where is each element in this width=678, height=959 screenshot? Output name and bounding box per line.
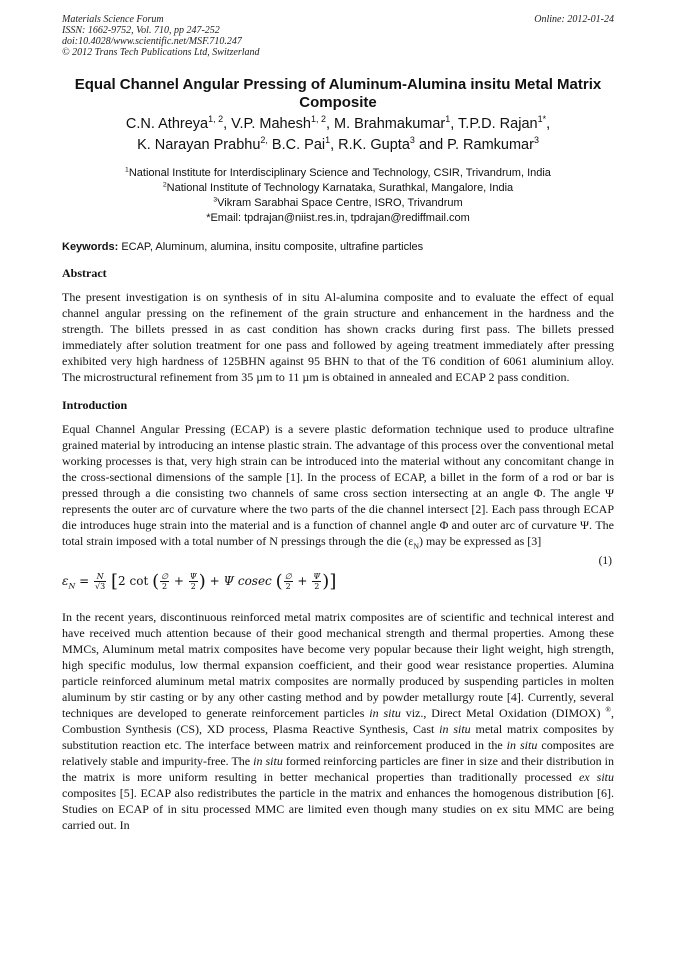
keywords-text: ECAP, Aluminum, alumina, insitu composite, ultrafine particles: [121, 241, 424, 253]
paper-title: Equal Channel Angular Pressing of Aluminum-Alumina insitu Metal Matrix Composite: [74, 76, 602, 111]
author-name: V.P. Mahesh: [231, 116, 311, 132]
author-line-2: K. Narayan Prabhu$^{2,}$ B.C. Pai$^1$, R.K. Gupta$^3$ and P. Ramkumar$^3$: [137, 135, 539, 153]
affiliation-mark: 2: [162, 181, 167, 189]
intro-text: formed reinforcing particles are finer in size and their distribution in the matrix is more uniform resulting in better mechanical properties than traditionally processed: [62, 754, 614, 784]
italic-term: in situ: [439, 722, 471, 736]
affiliation-text: Vikram Sarabhai Space Centre, ISRO, Trivandrum: [217, 197, 463, 209]
intro-text: composites are relatively stable and impurity-free. The: [62, 738, 615, 768]
author-affil-mark: 1*: [537, 114, 547, 125]
author-name: M. Brahmakumar: [334, 116, 446, 132]
affiliations: [62, 166, 614, 226]
author-name: P. Ramkumar: [447, 137, 534, 153]
journal-doi: doi:10.4028/www.scientific.net/MSF.710.247: [62, 36, 242, 47]
registered-mark: ®: [605, 705, 611, 714]
equation-formula: $\varepsilon_N$ = $\frac{N}{√3}$ [2 cot ( $\frac{\emptyset}{2}$ + $\frac{\Psi}{2}$ ) + Ψ cosec ( $\frac{\emptyset}{2}$ + $\frac{\Psi}{2}$ )]: [62, 571, 337, 592]
author-affil-mark: 1: [325, 135, 331, 146]
intro-text: metal matrix composites by substitution reaction etc. The interface between matrix and reinforcement produced in the: [62, 722, 614, 752]
affiliation-2: [62, 181, 614, 196]
intro-paragraph-2: [62, 609, 614, 833]
online-date: Online: 2012-01-24: [534, 14, 614, 25]
author-affil-mark: 1, 2: [310, 114, 326, 125]
author-affil-mark: 3: [409, 135, 415, 146]
journal-header: [62, 14, 614, 58]
author-conjunction: and: [418, 137, 444, 153]
intro-paragraph-1: [62, 421, 614, 549]
journal-issn: ISSN: 1662-9752, Vol. 710, pp 247-252: [62, 25, 220, 36]
equation-number: (1): [598, 555, 612, 567]
intro-text: viz., Direct Metal Oxidation (DIMOX): [400, 706, 606, 720]
italic-term: in situ: [506, 738, 538, 752]
equation-1: [62, 553, 614, 601]
italic-term: ex situ: [578, 770, 614, 784]
affiliation-3: [62, 196, 614, 211]
intro-text: Equal Channel Angular Pressing (ECAP) is a severe plastic deformation technique used to produce ultrafine grained material by introducing an intense plastic strain. The advantage of this process over the conventional metal working processes is that, very high strain can be introduced into the material without any concomitant change in the cross-sectional dimensions of the sample [1]. In the process of ECAP, a billet in the form of a rod or bar is pressed through a die consisting two channels of same cross section intersecting at an angle Φ. The angle Ψ represents the outer arc of curvature where the two parts of the die channel intersect [2]. Each pass through ECAP die introduces huge strain into the material and is a function of channel angle Φ and outer arc of curvature Ψ. The total strain imposed with a total number of N pressings through the die (ε: [62, 422, 614, 548]
introduction-heading: Introduction: [62, 398, 128, 412]
author-name: K. Narayan Prabhu: [137, 137, 261, 153]
strain-subscript: N: [413, 541, 419, 551]
paper-page: [62, 14, 614, 833]
author-list: [62, 114, 614, 156]
italic-term: in situ: [253, 754, 283, 768]
affiliation-text: National Institute for Interdisciplinary Science and Technology, CSIR, Trivandrum, India: [128, 167, 551, 179]
journal-name: Materials Science Forum: [62, 14, 164, 25]
keywords-label: Keywords:: [62, 241, 119, 253]
author-affil-mark: 1: [445, 114, 451, 125]
affiliation-mark: 3: [213, 196, 218, 204]
author-name: T.P.D. Rajan: [458, 116, 538, 132]
author-affil-mark: 3: [533, 135, 539, 146]
abstract-text: The present investigation is on synthesis of in situ Al-alumina composite and to evaluate the effect of equal channel angular pressing on the refinement of the grain structure and enhancement in the hardness and the strength. The billets pressed in as cast condition has shown cracks during first pass. The billets pressed immediately after solution treatment for one pass and followed by ageing treatment immediately after pressing exhibited very high hardness of 125BHN against 95 BHN to that of the T6 condition of 6061 aluminium alloy. The microstructural refinement from 35 µm to 11 µm is obtained in annealed and ECAP 2 pass condition.: [62, 290, 614, 384]
author-name: C.N. Athreya: [125, 116, 209, 132]
abstract-heading: Abstract: [62, 266, 107, 280]
author-name: B.C. Pai: [271, 137, 326, 153]
italic-term: in situ: [369, 706, 401, 720]
affiliation-1: [62, 166, 614, 181]
author-affil-mark: 1, 2: [208, 114, 224, 125]
author-line-1: C.N. Athreya$^{1, 2}$, V.P. Mahesh$^{1, 2}$, M. Brahmakumar$^1$, T.P.D. Rajan$^{1*}$,: [125, 114, 551, 132]
intro-text: , Combustion Synthesis (CS), XD process, Plasma Reactive Synthesis, Cast: [62, 706, 614, 736]
intro-text: composites [5]. ECAP also redistributes the particle in the matrix and enhances the homogenous distribution [6]. Studies on ECAP of in situ processed MMC are limited even though many studies on ex situ MMC are being carried out. In: [62, 786, 614, 832]
intro-text: In the recent years, discontinuous reinforced metal matrix composites are of scientific and technical interest and have received much attention because of their good mechanical strength and thermal properties. Among these MMCs, Aluminum metal matrix composites have become very popular because their light weight, high strength, high specific modulus, low thermal expansion coefficient, and their good wear resistance properties. Alumina particle reinforced aluminum metal matrix composites are normally produced by suspending particles in molten aluminum by stir casting or by any other casting method and by powder metallurgy route [4]. Currently, several techniques are developed to generate reinforcement particles: [62, 610, 614, 720]
affiliation-text: National Institute of Technology Karnataka, Surathkal, Mangalore, India: [166, 182, 514, 194]
keywords: [62, 241, 614, 253]
intro-text: ) may be expressed as [3]: [418, 534, 542, 548]
author-affil-mark: 2,: [260, 135, 268, 146]
contact-email: *Email: tpdrajan@niist.res.in, tpdrajan@rediffmail.com: [206, 212, 470, 224]
affiliation-mark: 1: [125, 166, 129, 174]
author-name: R.K. Gupta: [338, 137, 410, 153]
journal-copyright: © 2012 Trans Tech Publications Ltd, Switzerland: [62, 47, 260, 58]
